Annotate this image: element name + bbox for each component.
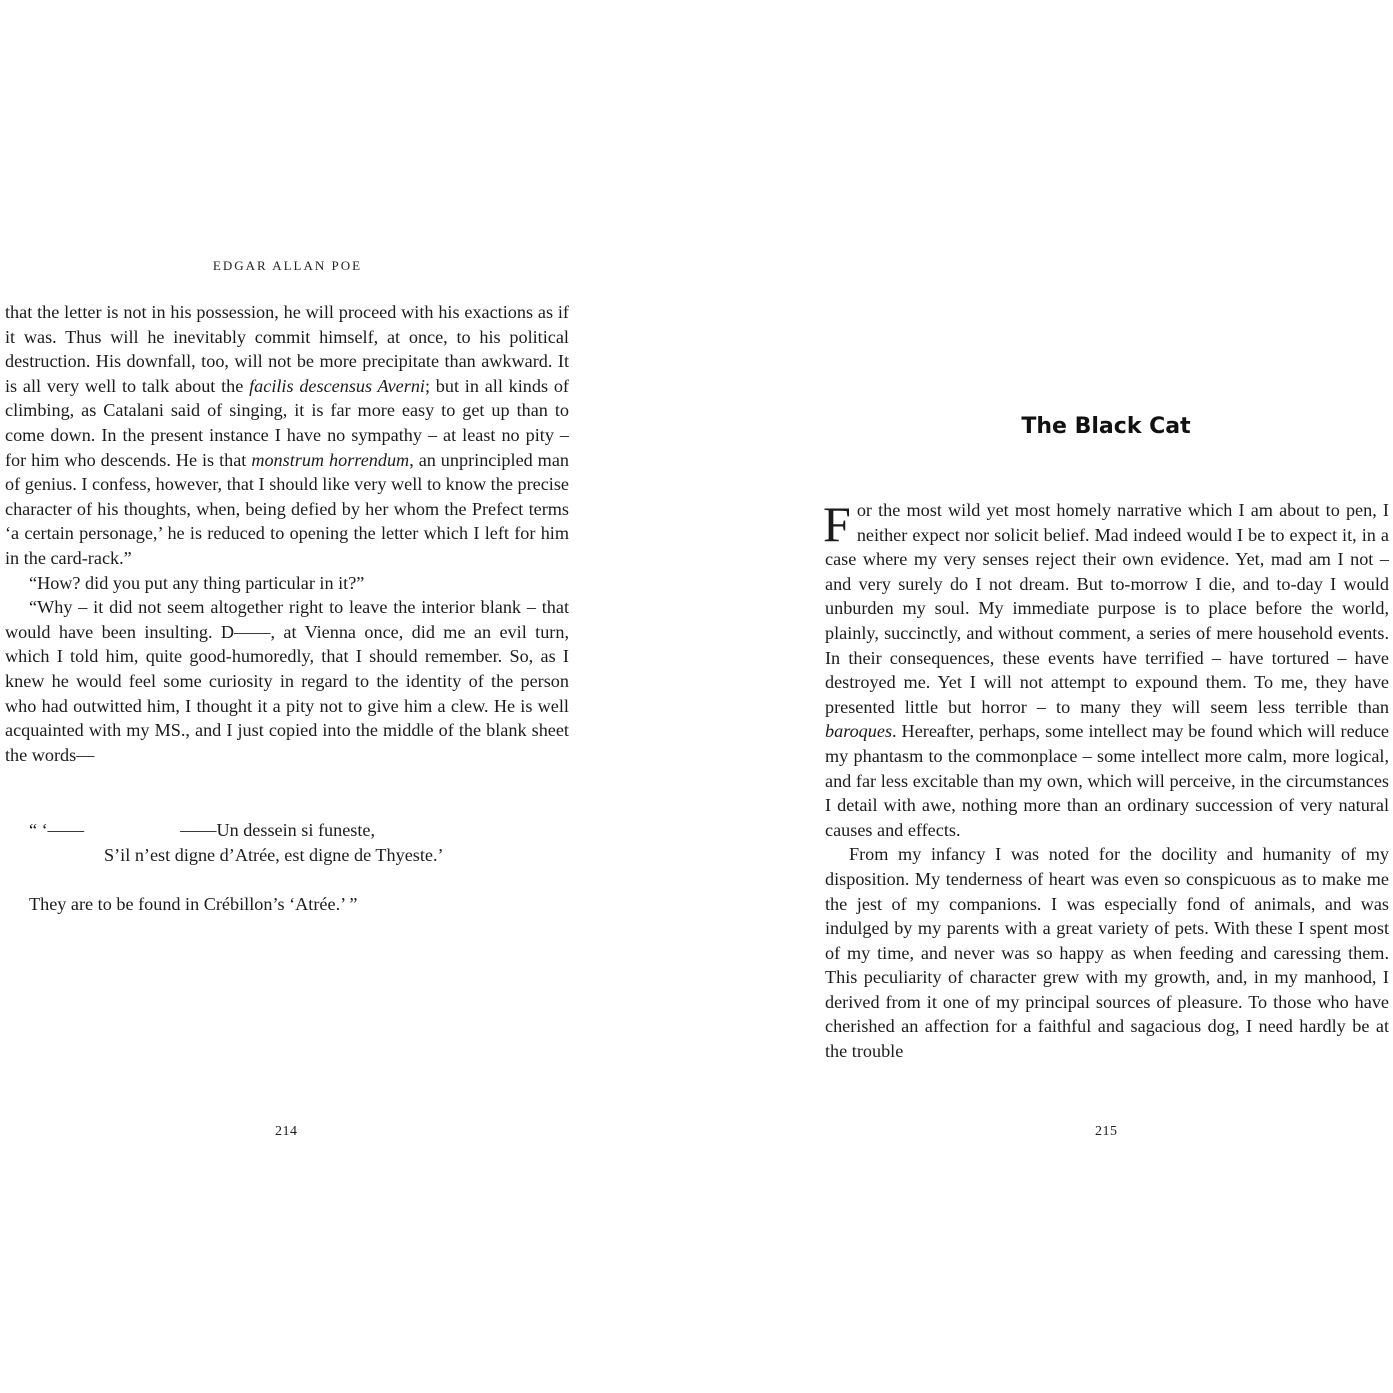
paragraph: From my infancy I was noted for the docility and humanity of my disposition. My tenderness of heart was even so conspicuous as to make me the jest of my companions. I was especially fond of animals, and was indulged by my parents with a great variety of pets. With these I spent most of my time, and never was so happy as when feeding and caressing them. This peculiarity of character grew with my growth, and, in my manhood, I derived from it one of my principal sources of pleasure. To those who have cherished an affection for a faithful and sagacious dog, I need hardly be at the trouble <box>825 844 1389 1062</box>
verse-line-start: “ ‘—— <box>29 820 85 840</box>
paragraph: “How? did you put any thing particular in it?” <box>29 572 365 593</box>
paragraph <box>825 498 1389 842</box>
page-number: 215 <box>1095 1124 1118 1139</box>
italic-phrase: facilis descensus Averni <box>249 375 425 396</box>
italic-phrase: monstrum horrendum <box>251 449 410 470</box>
right-body-text <box>825 498 1389 1064</box>
verse-line: S’il n’est digne d’Atrée, est digne de Thyeste.’ <box>104 845 444 865</box>
closing-line: They are to be found in Crébillon’s ‘Atrée.’ ” <box>29 894 358 914</box>
verse-line-end: ——Un dessein si funeste, <box>180 820 376 840</box>
left-page <box>0 0 600 1393</box>
drop-cap: F <box>823 496 851 552</box>
running-head: EDGAR ALLAN POE <box>212 258 363 273</box>
paragraph-text: or the most wild yet most homely narrative which I am about to pen, I neither expect nor solicit belief. Mad indeed would I be to expect it, in a case where my very senses reject their own evidence. Yet, mad am I not – and very surely do I not dream. But to-morrow I die, and to-day I would unburden my soul. My immediate purpose is to place before the world, plainly, succinctly, and without comment, a series of mere household events. In their consequences, these events have terrified – have tortured – have destroyed me. Yet I will not attempt to expound them. To me, they have presented little but horror – to many they will seem less terrible than baroques. Hereafter, perhaps, some intellect may be found which will reduce my phantasm to the commonplace – some intellect more calm, more logical, and far less excitable than my own, which will perceive, in the circumstances I detail with awe, nothing more than an ordinary succession of very natural causes and effects. <box>825 500 1389 840</box>
story-title: The Black Cat <box>1021 414 1191 439</box>
paragraph: “Why – it did not seem altogether right to leave the interior blank – that would have been insulting. D——, at Vienna once, did me an evil turn, which I told him, quite good-humoredly, that I should remember. So, as I knew he would feel some curiosity in regard to the identity of the person who had outwitted him, I thought it a pity not to give him a clew. He is well acquainted with my MS., and I just copied into the middle of the blank sheet the words— <box>5 597 569 765</box>
italic-phrase: baroques <box>825 721 893 742</box>
verse-quotation <box>29 818 444 868</box>
right-page <box>800 0 1393 1393</box>
paragraph: that the letter is not in his possession, he will proceed with his exactions as if it was. Thus will he inevitably commit himself, at once, to his political destruction. His downfall, too, will not be more precipitate than awkward. It is all very well to talk about the facilis descensus Averni; but in all kinds of climbing, as Catalani said of singing, it is far more easy to get up than to come down. In the present instance I have no sympathy – at least no pity – for him who descends. He is that monstrum horrendum, an unprincipled man of genius. I confess, however, that I should like very well to know the precise character of his thoughts, when, being defied by her whom the Prefect terms ‘a certain personage,’ he is reduced to opening the letter which I left for him in the card-rack.” <box>5 302 569 568</box>
left-body-text <box>5 300 569 767</box>
verse-line <box>29 818 444 843</box>
page-number: 214 <box>275 1124 298 1139</box>
